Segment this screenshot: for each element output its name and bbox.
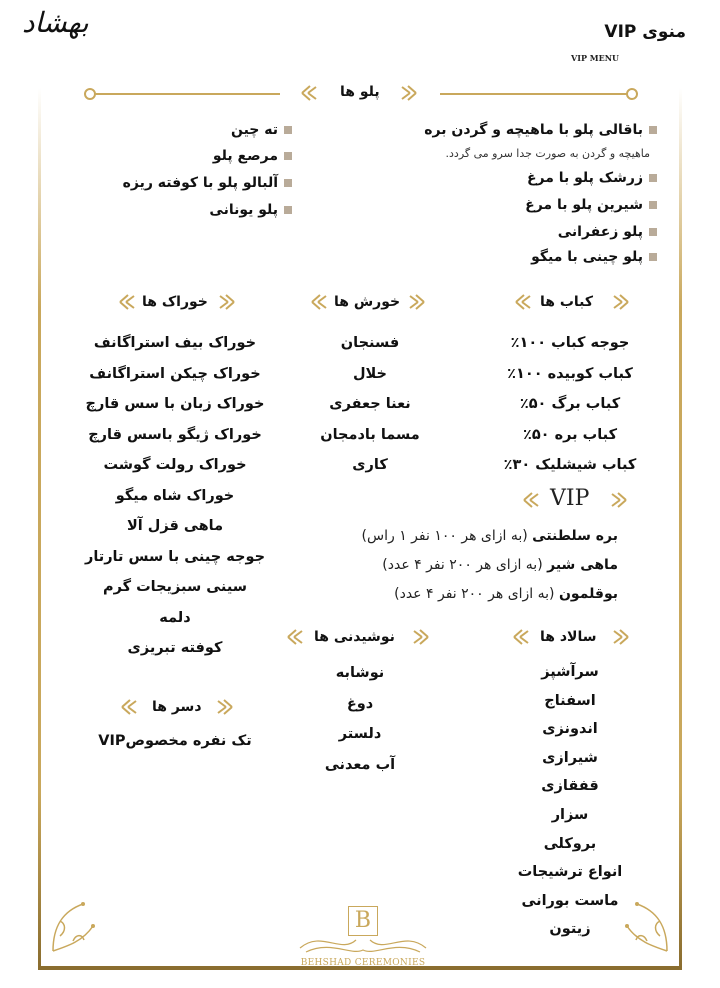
vip-list bbox=[362, 522, 618, 609]
list-item: خوراک چیکن استراگانف bbox=[89, 365, 261, 382]
brand-signature: بهشاد bbox=[22, 6, 89, 39]
list-item: نوشابه bbox=[335, 665, 385, 681]
corner-ornament-icon bbox=[622, 896, 672, 956]
list-item: کباب بره ۵۰٪ bbox=[522, 426, 618, 443]
list-item: انواع ترشیجات bbox=[517, 864, 623, 881]
section-title-khoresh: خورش ها bbox=[334, 294, 401, 310]
list-item: آب معدنی bbox=[324, 756, 396, 773]
ornament-icon bbox=[310, 293, 330, 311]
ornament-icon bbox=[610, 293, 630, 311]
list-item: ماست بورانی bbox=[521, 892, 619, 909]
section-title-polo: پلو ها bbox=[340, 84, 380, 100]
list-item: زیتون bbox=[549, 921, 591, 938]
list-item: اسفناج bbox=[544, 692, 596, 709]
list-item: خوراک زبان با سس قارچ bbox=[85, 396, 265, 412]
khorak-list bbox=[70, 328, 280, 664]
ornament-icon bbox=[120, 698, 140, 716]
list-item: کباب برگ ۵۰٪ bbox=[519, 396, 621, 412]
list-item: ماهی شیر (به ازای هر ۲۰۰ نفر ۴ عدد) bbox=[382, 557, 618, 573]
list-item: خوراک بیف استراگانف bbox=[93, 335, 257, 351]
list-item: پلو چینی با میگو bbox=[531, 249, 657, 265]
ornament-icon bbox=[608, 491, 628, 509]
bullet-icon bbox=[284, 179, 292, 187]
list-item: مسما بادمجان bbox=[320, 426, 420, 443]
list-item: خلال bbox=[352, 365, 388, 382]
ornament-icon bbox=[398, 84, 418, 102]
bullet-icon bbox=[649, 174, 657, 182]
list-item: دلمه bbox=[159, 609, 191, 626]
list-item: شیرازی bbox=[542, 749, 598, 766]
divider-dot-left bbox=[84, 88, 96, 100]
list-item: بوقلمون (به ازای هر ۲۰۰ نفر ۴ عدد) bbox=[394, 586, 618, 602]
bullet-icon bbox=[649, 228, 657, 236]
list-item: تک نفره مخصوصVIP bbox=[98, 733, 252, 749]
list-item: جوجه کباب ۱۰۰٪ bbox=[510, 335, 630, 351]
bullet-icon bbox=[649, 126, 657, 134]
bullet-icon bbox=[649, 253, 657, 261]
section-title-vip: VIP bbox=[550, 486, 590, 511]
list-item: کاری bbox=[352, 457, 388, 473]
page-subtitle: VIP MENU bbox=[571, 53, 619, 63]
list-item: آلبالو پلو با کوفته ریزه bbox=[123, 175, 292, 191]
list-item: بره سلطنتی (به ازای هر ۱۰۰ نفر ۱ راس) bbox=[361, 528, 618, 544]
drinks-list bbox=[290, 658, 430, 780]
list-item: دوغ bbox=[346, 695, 374, 712]
bullet-icon bbox=[649, 201, 657, 209]
ornament-icon bbox=[406, 293, 426, 311]
section-title-dessert: دسر ها bbox=[152, 699, 202, 715]
ornament-icon bbox=[512, 628, 532, 646]
salad-list bbox=[500, 658, 640, 944]
logo-letter: B bbox=[348, 906, 378, 936]
list-item: کوفته تبریزی bbox=[127, 640, 223, 656]
list-item: خوراک رولت گوشت bbox=[103, 457, 247, 473]
ornament-icon bbox=[610, 628, 630, 646]
list-item: جوجه چینی با سس تارتار bbox=[84, 548, 266, 565]
list-item: ته چین bbox=[231, 122, 292, 138]
list-item: دلستر bbox=[338, 726, 382, 742]
ornament-icon bbox=[118, 293, 138, 311]
list-item: قفقازی bbox=[541, 778, 599, 795]
frame-left-border bbox=[38, 88, 41, 968]
list-item: سینی سبزیجات گرم bbox=[102, 579, 248, 595]
kabab-list bbox=[490, 328, 650, 481]
bullet-icon bbox=[284, 126, 292, 134]
list-item: شیرین پلو با مرغ bbox=[525, 197, 657, 213]
ornament-icon bbox=[514, 293, 534, 311]
list-item: سزار bbox=[551, 806, 589, 823]
bullet-icon bbox=[284, 152, 292, 160]
page-title: منوی VIP bbox=[604, 22, 686, 42]
brand-logo bbox=[296, 906, 430, 970]
list-item: پلو یونانی bbox=[209, 202, 292, 218]
list-item: باقالی پلو با ماهیچه و گردن بره bbox=[424, 122, 657, 138]
ornament-icon bbox=[214, 698, 234, 716]
corner-ornament-icon bbox=[48, 896, 98, 956]
section-title-kabab: کباب ها bbox=[540, 294, 594, 310]
list-item: خوراک ژیگو باسس قارچ bbox=[88, 426, 262, 443]
list-item: فسنجان bbox=[340, 335, 400, 351]
list-item: زرشک پلو با مرغ bbox=[527, 170, 657, 186]
list-item: مرصع پلو bbox=[213, 148, 292, 164]
khoresh-list bbox=[300, 328, 440, 481]
logo-text: BEHSHAD CEREMONIES bbox=[300, 958, 426, 968]
ornament-icon bbox=[522, 491, 542, 509]
list-item: پلو زعفرانی bbox=[558, 224, 657, 240]
section-title-salad: سالاد ها bbox=[540, 629, 597, 645]
dessert-list bbox=[70, 726, 280, 757]
section-title-drinks: نوشیدنی ها bbox=[314, 629, 395, 645]
list-item: نعنا جعفری bbox=[329, 396, 411, 412]
list-item: ماهی قزل آلا bbox=[126, 518, 224, 534]
ornament-icon bbox=[216, 293, 236, 311]
list-item: خوراک شاه میگو bbox=[115, 487, 235, 504]
ornament-icon bbox=[300, 84, 320, 102]
ornament-icon bbox=[286, 628, 306, 646]
divider-line-right bbox=[440, 93, 630, 95]
section-title-khorak: خوراک ها bbox=[142, 294, 208, 310]
list-item: کباب شیشلیک ۳۰٪ bbox=[503, 457, 637, 473]
logo-flourish-icon bbox=[296, 926, 430, 956]
list-item: سرآشپز bbox=[541, 664, 599, 680]
list-item: اندونزی bbox=[542, 721, 598, 738]
frame-right-border bbox=[679, 88, 682, 968]
list-item: کباب کوبیده ۱۰۰٪ bbox=[507, 365, 633, 382]
list-item: بروکلی bbox=[543, 835, 597, 852]
polo-note: ماهیچه و گردن به صورت جدا سرو می گردد. bbox=[445, 147, 650, 160]
divider-line-left bbox=[90, 93, 280, 95]
ornament-icon bbox=[410, 628, 430, 646]
divider-dot-right bbox=[626, 88, 638, 100]
bullet-icon bbox=[284, 206, 292, 214]
